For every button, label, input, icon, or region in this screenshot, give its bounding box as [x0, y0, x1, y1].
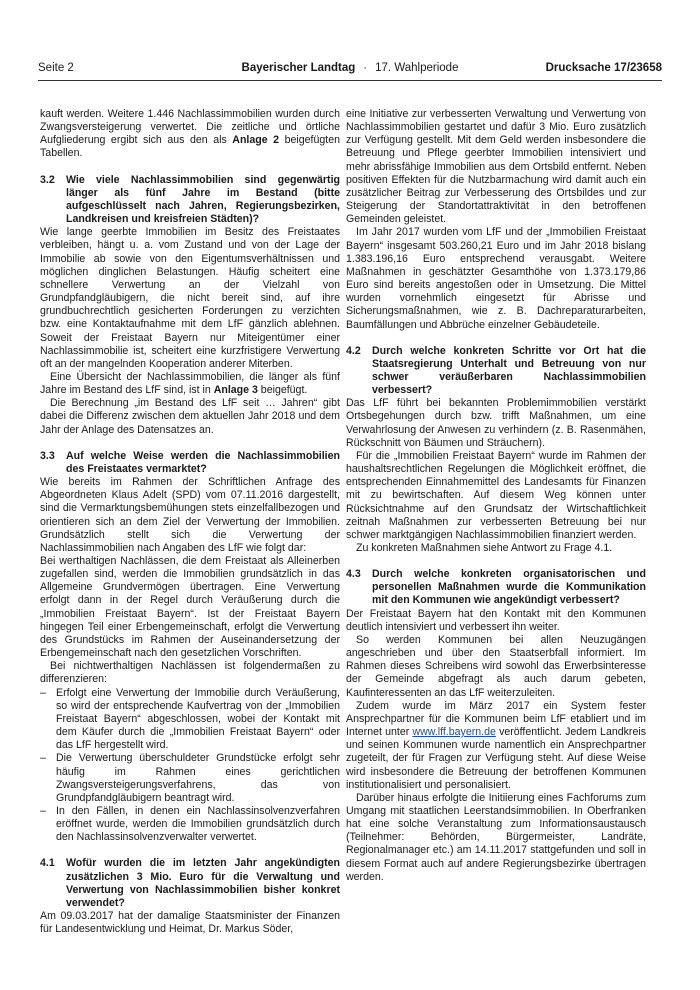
answer-paragraph: Zu konkreten Maßnahmen siehe Antwort zu Frage 4.1. [356, 542, 613, 554]
answer-paragraph: Wie lange geerbte Immobilien im Besitz des Freistaates verbleiben, hängt u. a. vom Zustand und von der Lage der Immobilie ab sowie von den Eigentumsverhältnissen und möglichen dinglichen Belastungen. Häufig scheitert eine schnellere Verwertung an der Vielzahl von Grundpfandgläubigern, die nicht bereit sind, auf ihre grundbuchrechtlich gesicherten Forderungen zu verzichten bzw. eine Kontaktaufnahme mit dem LfF gänzlich ablehnen. Soweit der Freistaat Bayern nur Miteigentümer einer Nachlassimmobilie ist, scheitert eine kurzfristigere Verwertung oft an der mangelnden Kooperation anderer Miterben. [40, 226, 340, 370]
question-text: Wie viele Nachlassimmobilien sind gegenwärtig länger als fünf Jahre im Bestand (bitte aufgeschlüsselt nach Jahren, Regierungsbezirken, Landkreisen und kreisfreien Städten)? [66, 173, 340, 226]
legislative-period: 17. Wahlperiode [375, 62, 459, 74]
page-number: Seite 2 [38, 62, 74, 74]
dash-marker: – [40, 752, 46, 765]
paragraph [40, 108, 340, 161]
header-separator: · [363, 62, 368, 74]
answer-paragraph: Bei nichtwerthaltigen Nachlässen ist folgendermaßen zu differenzieren: [40, 660, 340, 686]
header-divider [38, 80, 662, 81]
list-item-text: Die Verwertung überschuldeter Grundstücke erfolgt sehr häufig im Rahmen eines gerichtlichen Zwangsversteigerungsverfahrens, das von Grundpfandgläubigern beantragt wird. [56, 752, 340, 804]
answer-paragraph: Für die „Immobilien Freistaat Bayern“ wurde im Rahmen der haushaltsrechtlichen Regelungen die Möglichkeit eröffnet, die entsprechenden Einnahmemittel des Landesamts für Finanzen mit zu bewirtschaften. Auf diesem Weg können unter Rücksichtnahme auf den Grundsatz der Wirtschaftlichkeit zeitnah Maßnahmen zur verbesserten Betreuung bei nur schwer marktgängigen Nachlassimmobilien finanziert werden. [346, 449, 646, 541]
text: veröffentlicht. Jedem Landkreis und seinen Kommunen wurde namentlich ein Ansprechpartner zugeteilt, der für Fragen zur Verfügung steht. Auf diese Weise wird insbesondere die Betreuung der betroffenen Kommunen institutionalisiert und personalisiert. [346, 726, 646, 791]
dash-marker: – [40, 804, 46, 817]
question-4-1 [40, 857, 340, 910]
left-column [40, 108, 340, 936]
question-number: 3.3 [40, 449, 55, 462]
bullet-list [40, 687, 340, 845]
question-number: 4.1 [40, 857, 55, 870]
question-text: Wofür wurden die im letzten Jahr angekündigten zusätzlichen 3 Mio. Euro für die Verwaltung und Verwertung von Nachlassimmobilien bisher konkret verwendet? [66, 857, 340, 909]
answer-paragraph: Die Berechnung „im Bestand des LfF seit … Jahren“ gibt dabei die Differenz zwischen dem aktuellen Jahr 2018 und dem Jahr der Anlage des Datensatzes an. [40, 397, 340, 436]
text: Zudem wurde im März 2017 ein System fester Ansprechpartner für die Kommunen beim LfF etabliert und im Internet unter [346, 699, 646, 739]
question-4-3 [346, 568, 646, 607]
text: kauft werden. Weitere 1.446 Nachlassimmobilien wurden durch Zwangsversteigerung verwertet. Die zeitliche und örtliche Aufgliederung ergibt sich aus den als [40, 108, 340, 147]
answer-paragraph [40, 371, 340, 397]
annex-ref: Anlage 3 [213, 384, 258, 397]
question-text: Durch welche konkreten Schritte vor Ort hat die Staatsregierung Unterhalt und Betreuung von nur schwer veräußerbaren Nachlassimmobilien verbessert? [372, 344, 646, 397]
list-item [40, 805, 340, 844]
document-number: Drucksache 17/23658 [545, 62, 662, 74]
parliament-name: Bayerischer Landtag [241, 62, 356, 74]
question-4-2 [346, 345, 646, 398]
page-header [38, 62, 662, 80]
question-3-2 [40, 174, 340, 227]
answer-paragraph: Bei werthaltigen Nachlässen, die dem Freistaat als Alleinerben zugefallen sind, werden die Immobilien grundsätzlich in das Allgemeine Grundvermögen übertragen. Eine Verwertung erfolgt dann in der Regel durch Veräußerung durch die „Immobilien Freistaat Bayern“. Ist der Freistaat Bayern hingegen Teil einer Erbengemeinschaft, erfolgt die Verwertung des Grundstücks im Rahmen der Auseinandersetzung der Erbengemeinschaft nach den gesetzlichen Vorschriften. [40, 555, 340, 660]
answer-paragraph: Wie bereits im Rahmen der Schriftlichen Anfrage des Abgeordneten Klaus Adelt (SPD) vom 07.11.2016 dargestellt, sind die Vermarktungsbemühungen stets einzelfallbezogen und orientieren sich an dem Ziel der Verwertung der Immobilien. Grundsätzlich stellt sich die Verwertung der Nachlassimmobilien nach Angaben des LfF wie folgt dar: [40, 476, 340, 554]
question-3-3 [40, 450, 340, 476]
question-text: Durch welche konkreten organisatorischen und personellen Maßnahmen wurde die Kommunikation mit den Kommunen wie angekündigt verbessert? [372, 568, 646, 607]
answer-paragraph: So werden Kommunen bei allen Neuzugängen angeschrieben und über den Staatserbfall informiert. Im Rahmen dieses Schreibens wird sowohl das Erwerbsinteresse der Gemeinde abgefragt als auch darum gebeten, Kaufinteressenten an das LfF weiterzuleiten. [346, 633, 646, 699]
list-item-text: In den Fällen, in denen ein Nachlassinsolvenzverfahren eröffnet wurde, werden die Immobilien grundsätzlich durch den Nachlassinsolvenzverwalter verwertet. [56, 804, 340, 844]
answer-paragraph: Darüber hinaus erfolgte die Initiierung eines Fachforums zum Umgang mit staatlichen Leerstandsimmobilien. In Oberfranken hat eine solche Veranstaltung zum Informationsaustausch (Teilnehmer: Behörden, Bürgermeister, Landräte, Regionalmanager etc.) am 14.11.2017 stattgefunden und soll in diesem Format auch auf andere Regierungsbezirke übertragen werden. [346, 791, 646, 883]
list-item-text: Erfolgt eine Verwertung der Immobilie durch Veräußerung, so wird der entsprechende Kaufvertrag von der „Immobilien Freistaat Bayern“ abgeschlossen, wobei der Kontakt mit dem Käufer durch die „Immobilien Freistaat Bayern“ oder das LfF hergestellt wird. [56, 686, 340, 752]
question-text: Auf welche Weise werden die Nachlassimmobilien des Freistaates vermarktet? [66, 449, 340, 475]
text: beigefügten Tabellen. [40, 134, 340, 160]
paragraph: eine Initiative zur verbesserten Verwaltung und Verwertung von Nachlassimmobilien gestartet und dafür 3 Mio. Euro zusätzlich zur Verfügung gestellt. Mit dem Geld werden insbesondere die Betreuung und Pflege geerbter Immobilien intensiviert und mehr abrissfähige Immobilien aus dem Ortsbild entfernt. Neben positiven Effekten für die Nutzbarmachung wird damit auch ein zusätzlicher Beitrag zur Verbesserung des Ortsbildes und zur Steigerung der Standortattraktivität in den betroffenen Gemeinden geleistet. [346, 108, 646, 226]
text: Eine Übersicht der Nachlassimmobilien, die länger als fünf Jahre im Bestand des LfF sind, ist in [40, 370, 340, 397]
answer-paragraph: Am 09.03.2017 hat der damalige Staatsminister der Finanzen für Landesentwicklung und Heimat, Dr. Markus Söder, [40, 910, 340, 936]
list-item [40, 752, 340, 805]
list-item [40, 687, 340, 753]
right-column [346, 108, 646, 884]
question-number: 4.2 [346, 344, 361, 357]
answer-paragraph: Der Freistaat Bayern hat den Kontakt mit den Kommunen deutlich intensiviert und verbessert ihn weiter. [346, 607, 646, 633]
question-number: 3.2 [40, 173, 55, 186]
answer-paragraph: Das LfF führt bei bekannten Problemimmobilien verstärkt Ortsbegehungen durch bzw. trifft Maßnahmen, um eine Verwahrlosung der Anwesen zu verhindern (z. B. Rasenmähen, Rückschnitt von Bäumen und Sträuchern). [346, 397, 646, 449]
answer-paragraph [346, 700, 646, 792]
paragraph: Im Jahr 2017 wurden vom LfF und der „Immobilien Freistaat Bayern“ insgesamt 503.260,21 Euro und im Jahr 2018 bislang 1.383.196,16 Euro entsprechend verausgabt. Weitere Maßnahmen in geschätzter Gesamthöhe von 1.373.179,86 Euro sind bereits angestoßen oder in Umsetzung. Die Mittel wurden vornehmlich eingesetzt für Abrisse und Sicherungsmaßnahmen, wie z. B. Dachreparaturarbeiten, Baumfällungen und Abbrüche einzelner Gebäudeteile. [346, 226, 646, 331]
dash-marker: – [40, 686, 46, 699]
question-number: 4.3 [346, 568, 361, 581]
lff-website-link[interactable]: www.lff.bayern.de [412, 726, 496, 739]
text: beigefügt. [257, 384, 308, 397]
annex-ref: Anlage 2 [232, 134, 280, 147]
